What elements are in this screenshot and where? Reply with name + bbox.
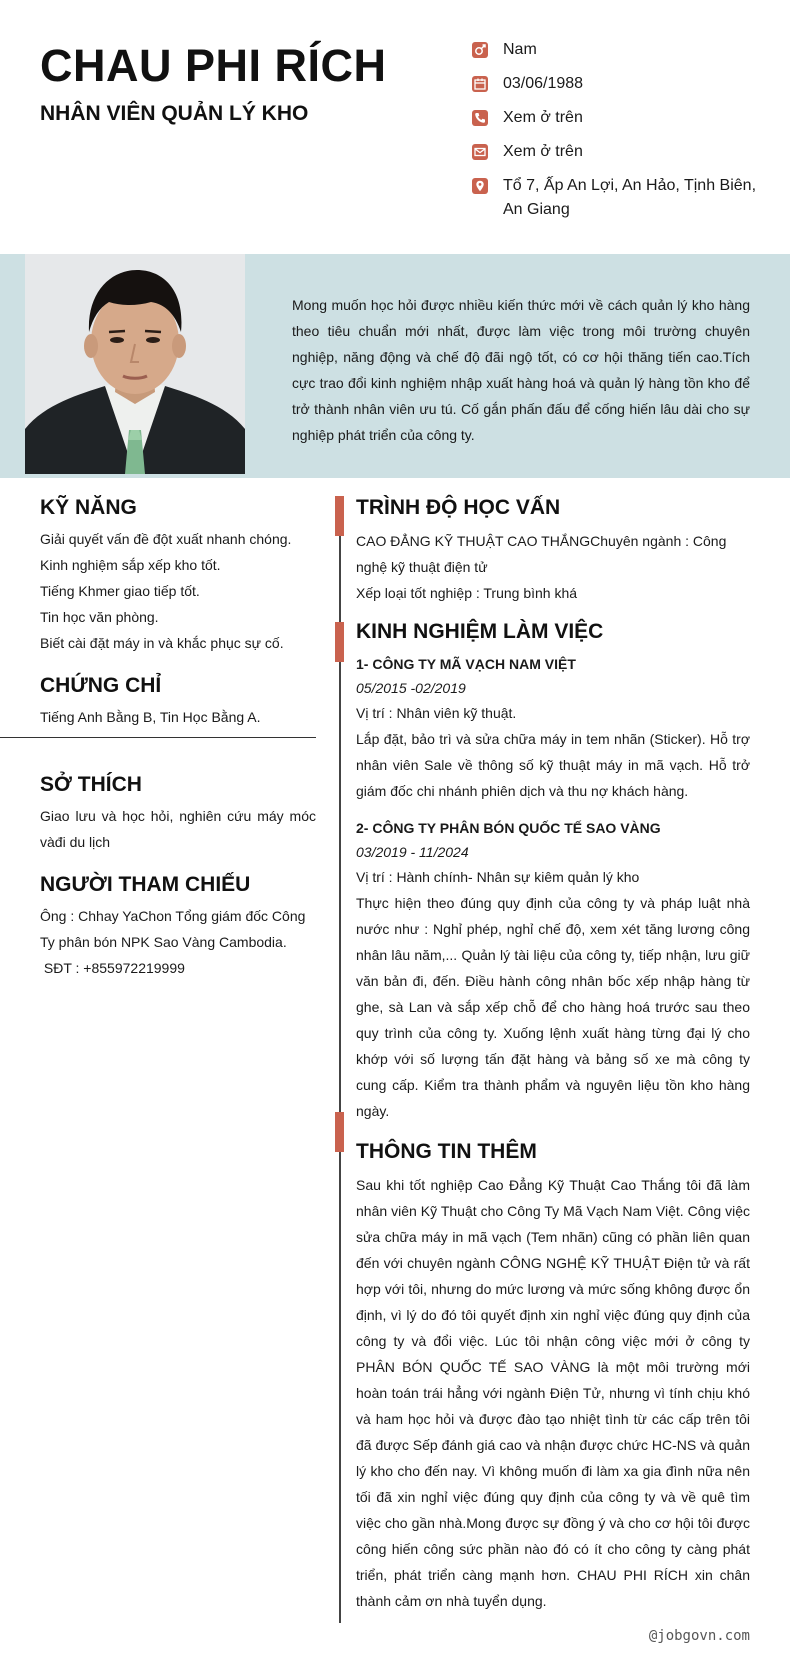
- experience-period: 03/2019 - 11/2024: [356, 844, 469, 860]
- experience-period: 05/2015 -02/2019: [356, 680, 466, 696]
- certificates-title: CHỨNG CHỈ: [40, 674, 162, 697]
- additional-info-section: [356, 1138, 750, 1614]
- additional-marker: [335, 1112, 344, 1152]
- skill-item: Kinh nghiệm sắp xếp kho tốt.: [40, 557, 221, 573]
- hobbies-section: [40, 771, 316, 855]
- reference-text: Ông : Chhay YaChon Tổng giám đốc Công Ty phân bón NPK Sao Vàng Cambodia.: [40, 908, 306, 950]
- education-section: [356, 494, 750, 606]
- left-divider: [0, 737, 316, 738]
- education-degree: CAO ĐẲNG KỸ THUẬT CAO THẮNGChuyên ngành : Công nghệ kỹ thuật điện tử: [356, 533, 727, 575]
- cv-header: [0, 0, 790, 254]
- experience-item: [356, 652, 750, 804]
- right-column: [356, 494, 750, 1614]
- job-title: NHÂN VIÊN QUẢN LÝ KHO: [40, 102, 309, 125]
- education-title: TRÌNH ĐỘ HỌC VẤN: [356, 496, 561, 519]
- skill-item: Biết cài đặt máy in và khắc phục sự cố.: [40, 635, 284, 651]
- contact-phone-value: Xem ở trên: [503, 109, 583, 126]
- location-icon: [472, 178, 488, 194]
- hobbies-text: Giao lưu và học hỏi, nghiên cứu máy móc vàđi du lịch: [40, 808, 316, 850]
- contact-address: [472, 174, 772, 222]
- watermark: @jobgovn.com: [648, 1628, 750, 1644]
- skills-list: [40, 526, 316, 656]
- email-icon: [472, 144, 488, 160]
- contact-list: [472, 38, 772, 232]
- profile-photo: [25, 254, 245, 474]
- references-section: [40, 871, 316, 981]
- additional-info-text: Sau khi tốt nghiệp Cao Đẳng Kỹ Thuật Cao Thắng tôi đã làm nhân viên Kỹ Thuật cho Công Ty Mã Vạch Nam Việt. Công việc sửa chữa máy in mã vạch (Tem nhãn) cũng có phần liên quan đến với chuyên ngành CÔNG NGHỆ KỸ THUẬT Điện tử và rất hợp với tôi, nhưng do mức lương và mức sống không được ổn định, vì lý do đó tôi quyết định xin nghỉ việc đúng quy định của công ty và đổi việc. Lúc tôi nhận công việc mới ở công ty PHÂN BÓN QUỐC TẾ SAO VÀNG là một môi trường mới hoàn toán trái hẳng với ngành Điện Tử, nhưng vì tính chịu khó và ham học hỏi và được đào tạo nhiệt tình từ các cấp trên tôi đã được Sếp đánh giá cao và nhận được chức HC-NS và quản lý kho cho đến nay. Vì không muốn đi làm xa gia đình nữa nên tối đã xin nghỉ việc đúng quy định của công ty và về quê tìm việc cho gần nhà.Mong được sự đồng ý và cho cơ hội tôi được công hiến công sức phần nào đó có ít cho công ty càng phát triển, phát triển càng mạnh hơn. CHAU PHI RÍCH xin chân thành cảm ơn nhà tuyển dụng.: [356, 1177, 750, 1609]
- experience-description: Thực hiện theo đúng quy định của công ty và pháp luật nhà nước như : Nghỉ phép, nghỉ chế độ, xem xét tăng lương công nhân lâu năm,... Quản lý tài liệu của công ty, tiếp nhận, lưu giữ văn bản đi, đến. Điều hành công nhân bốc xếp nhập hàng từ ghe, sà Lan và sắp xếp chỗ để cho hàng hoá trước sau theo quy trình của công ty. Xuống lệnh xuất hàng từng đại lý cho khớp với số lượng tấn đặt hàng và bảng số xe mà công ty cung cấp. Kiểm tra thành phẩm và nguyên liệu tồn kho hàng ngày.: [356, 895, 750, 1119]
- certificates-section: [40, 672, 316, 730]
- skill-item: Giải quyết vấn đề đột xuất nhanh chóng.: [40, 531, 292, 547]
- portrait-image: [25, 254, 245, 474]
- candidate-name: CHAU PHI RÍCH: [40, 40, 387, 91]
- experience-company: 2- CÔNG TY PHÂN BÓN QUỐC TẾ SAO VÀNG: [356, 820, 661, 836]
- skill-item: Tin học văn phòng.: [40, 609, 159, 625]
- experience-marker: [335, 622, 344, 662]
- certificates-text: Tiếng Anh Bằng B, Tin Học Bằng A.: [40, 709, 261, 725]
- skills-title: KỸ NĂNG: [40, 496, 137, 519]
- contact-gender-value: Nam: [503, 41, 537, 58]
- contact-phone: [472, 106, 772, 130]
- timeline-line: [339, 498, 341, 1623]
- experience-company: 1- CÔNG TY MÃ VẠCH NAM VIỆT: [356, 656, 576, 672]
- contact-email-value: Xem ở trên: [503, 143, 583, 160]
- experience-item: [356, 816, 750, 1124]
- contact-birthday-value: 03/06/1988: [503, 75, 584, 92]
- skill-item: Tiếng Khmer giao tiếp tốt.: [40, 583, 200, 599]
- summary-band: [0, 254, 790, 478]
- contact-address-value: Tổ 7, Ấp An Lợi, An Hảo, Tịnh Biên, An Giang: [503, 177, 757, 218]
- contact-email: [472, 140, 772, 164]
- experience-description: Lắp đặt, bảo trì và sửa chữa máy in tem nhãn (Sticker). Hỗ trợ nhân viên Sale về thông số kỹ thuật máy in mã vạch. Hỗ trở giám đốc chi nhánh phiên dịch và thu nợ khách hàng.: [356, 731, 750, 799]
- hobbies-title: SỞ THÍCH: [40, 773, 142, 796]
- references-title: NGƯỜI THAM CHIẾU: [40, 873, 251, 896]
- career-objective: Mong muốn học hỏi được nhiều kiến thức mới về cách quản lý kho hàng theo tiêu chuẩn mới nhất, được làm việc trong môi trường chuyên nghiệp, năng động và chế độ đãi ngộ tốt, có cơ hội thăng tiến cao.Tích cực trao đổi kinh nghiệm nhập xuất hàng hoá và quản lý hàng tồn kho để trở thành nhân viên ưu tú. Cố gắn phấn đấu để cống hiến lâu dài cho sự nghiệp phát triển của công ty.: [292, 297, 750, 443]
- skills-section: [40, 494, 316, 656]
- experience-section: [356, 618, 750, 1124]
- reference-phone: SĐT : +855972219999: [40, 960, 185, 976]
- experience-position: Vị trí : Hành chính- Nhân sự kiêm quản lý kho: [356, 869, 640, 885]
- contact-gender: [472, 38, 772, 62]
- gender-icon: [472, 42, 488, 58]
- experience-position: Vị trí : Nhân viên kỹ thuật.: [356, 705, 517, 721]
- phone-icon: [472, 110, 488, 126]
- education-marker: [335, 496, 344, 536]
- contact-birthday: [472, 72, 772, 96]
- additional-info-title: THÔNG TIN THÊM: [356, 1140, 537, 1163]
- experience-title: KINH NGHIỆM LÀM VIỆC: [356, 620, 604, 643]
- calendar-icon: [472, 76, 488, 92]
- education-grade: Xếp loại tốt nghiệp : Trung bình khá: [356, 585, 578, 601]
